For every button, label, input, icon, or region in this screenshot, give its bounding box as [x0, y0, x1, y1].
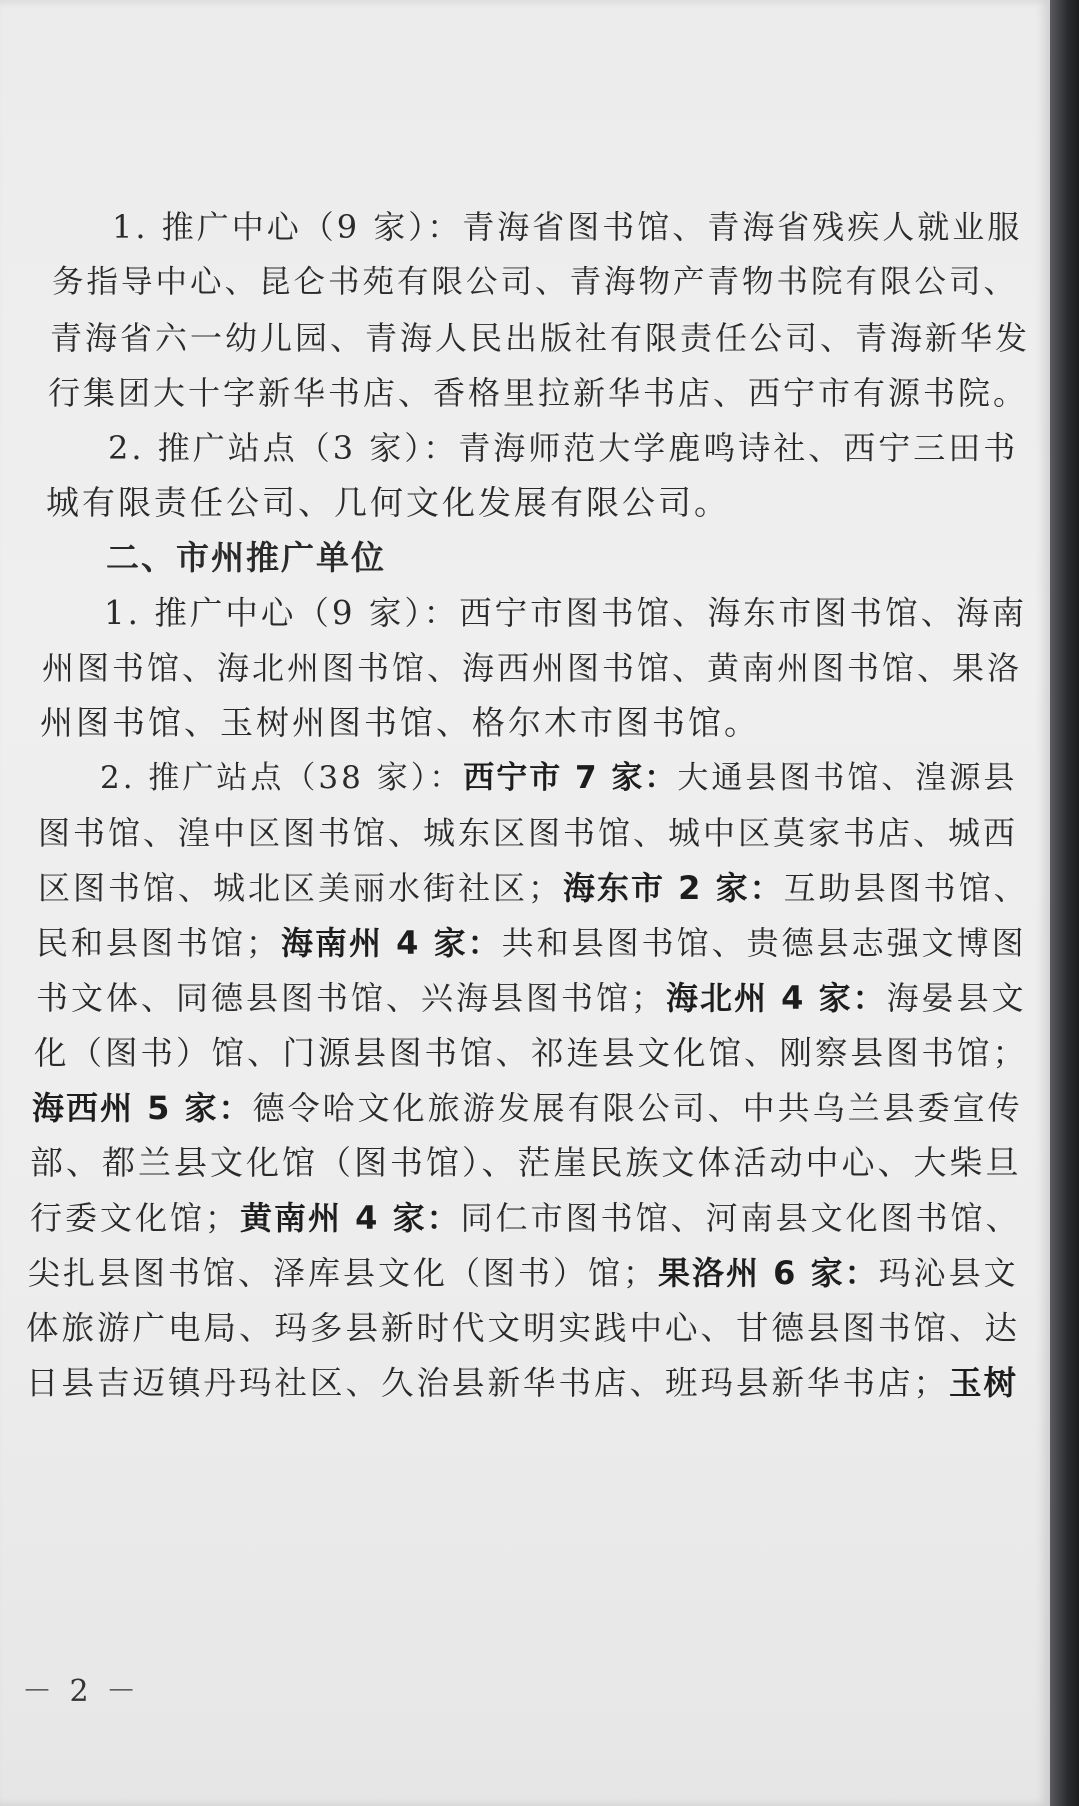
section2-p2-line12 — [26, 1363, 1018, 1403]
text-run: 大通县图书馆、湟源县 — [677, 760, 1018, 796]
section2-p2-line4 — [36, 923, 1027, 963]
text-run: 海晏县文 — [886, 979, 1027, 1017]
section1-p2-line2: 城有限责任公司、几何文化发展有限公司。 — [46, 483, 730, 522]
text-run: 书文体、同德县图书馆、兴海县图书馆； — [36, 979, 667, 1017]
bold-region-label: 果洛州 6 家： — [658, 1254, 879, 1292]
text-run: 2. 推广站点（38 家）： — [100, 760, 464, 796]
section1-p1-line1: 1. 推广中心（9 家）：青海省图书馆、青海省残疾人就业服 — [112, 208, 1023, 246]
text-run: 互助县图书馆、 — [783, 869, 1029, 907]
page-number: － 2 － — [22, 1674, 141, 1709]
text-run: 民和县图书馆； — [36, 924, 282, 962]
text-run: 行委文化馆； — [30, 1199, 241, 1237]
bold-region-label: 玉树 — [949, 1364, 1019, 1402]
section2-p2-line8: 部、都兰县文化馆（图书馆）、茫崖民族文体活动中心、大柴旦 — [30, 1143, 1022, 1182]
text-run: 共和县图书馆、贵德县志强文博图 — [501, 924, 1027, 962]
section2-p2-line1 — [100, 758, 1017, 798]
bold-region-label: 西宁市 7 家： — [463, 760, 678, 796]
section2-p2-line5 — [36, 978, 1027, 1018]
section2-p2-line3 — [38, 868, 1029, 908]
text-run: 区图书馆、城北区美丽水街社区； — [38, 869, 564, 907]
text-run: 同仁市图书馆、河南县文化图书馆、 — [460, 1199, 1021, 1237]
bold-region-label: 海东市 2 家： — [563, 869, 784, 907]
text-run: 日县吉迈镇丹玛社区、久治县新华书店、班玛县新华书店； — [26, 1364, 950, 1402]
bold-region-label: 海南州 4 家： — [281, 924, 502, 962]
section1-p1-line3: 青海省六一幼儿园、青海人民出版社有限责任公司、青海新华发 — [50, 319, 1031, 357]
bold-region-label: 海北州 4 家： — [666, 979, 887, 1017]
section2-p1-line2: 州图书馆、海北州图书馆、海西州图书馆、黄南州图书馆、果洛 — [42, 649, 1023, 687]
bold-region-label: 海西州 5 家： — [32, 1089, 253, 1127]
section2-p2-line2: 图书馆、湟中区图书馆、城东区图书馆、城中区莫家书店、城西 — [38, 814, 1019, 852]
section2-heading: 二、市州推广单位 — [106, 538, 386, 577]
section2-p2-line11: 体旅游广电局、玛多县新时代文明实践中心、甘德县图书馆、达 — [26, 1309, 1021, 1347]
section1-p1-line2: 务指导中心、昆仑书苑有限公司、青海物产青物书院有限公司、 — [52, 264, 1019, 300]
section2-p2-line10 — [28, 1253, 1019, 1293]
section2-p2-line9 — [30, 1198, 1021, 1238]
section1-p2-line1: 2. 推广站点（3 家）：青海师范大学鹿鸣诗社、西宁三田书 — [108, 429, 1019, 467]
bold-region-label: 黄南州 4 家： — [240, 1199, 461, 1237]
text-run: 德令哈文化旅游发展有限公司、中共乌兰县委宣传 — [252, 1089, 1023, 1127]
text-run: 玛沁县文 — [878, 1254, 1019, 1292]
text-run: 尖扎县图书馆、泽库县文化（图书）馆； — [28, 1254, 659, 1292]
section2-p2-line7 — [32, 1088, 1023, 1128]
section1-p1-line4: 行集团大十字新华书店、香格里拉新华书店、西宁市有源书院。 — [48, 374, 1029, 412]
section2-p1-line1: 1. 推广中心（9 家）：西宁市图书馆、海东市图书馆、海南 — [104, 594, 1028, 632]
section2-p1-line3: 州图书馆、玉树州图书馆、格尔木市图书馆。 — [40, 703, 760, 742]
section2-p2-line6: 化（图书）馆、门源县图书馆、祁连县文化馆、刚察县图书馆； — [34, 1034, 1029, 1072]
